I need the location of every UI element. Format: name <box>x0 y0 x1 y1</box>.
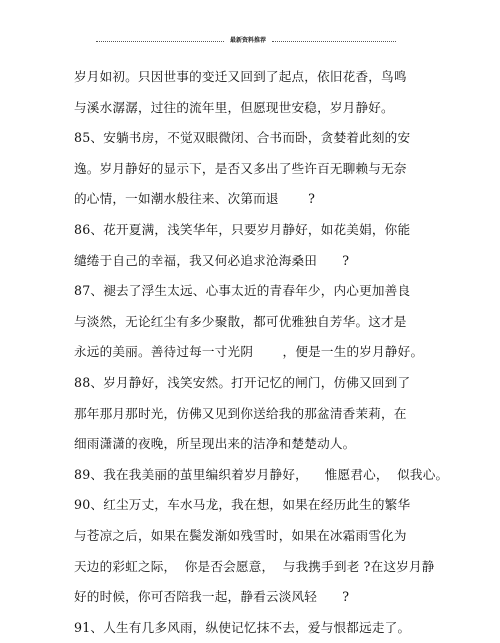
text-line: 与淡然，无论红尘有多少聚散，都可优雅独自芳华。这才是 <box>74 313 407 329</box>
text-line: 永远的美丽。善待过每一寸光阴 ，便是一生的岁月静好。 <box>74 344 424 360</box>
text-line: 缱绻于自己的幸福，我又何必追求沧海桑田 ? <box>74 252 350 268</box>
text-line: 88、岁月静好，浅笑安然。打开记忆的闸门，仿佛又回到了 <box>74 374 411 390</box>
header-divider-right <box>272 41 396 42</box>
text-line: 89、我在我美丽的茧里编织着岁月静好， 惟愿君心， 似我心。 <box>74 466 449 482</box>
text-line: 岁月如初。只因世事的变迁又回到了起点，依旧花香，鸟鸣 <box>74 69 407 84</box>
page-header <box>96 34 396 48</box>
text-line: 那年那月那时光，仿佛又见到你送给我的那盆清香茉莉，在 <box>74 405 407 421</box>
text-line: 与溪水潺潺，过往的流年里，但愿现世安稳，岁月静好。 <box>74 99 394 115</box>
header-divider-left <box>96 41 224 42</box>
document-body <box>74 62 449 643</box>
header-title: 最新资料推荐 <box>229 37 266 44</box>
text-line: 85、安躺书房，不觉双眼微闭、合书而卧，贪婪着此刻的安 <box>74 130 411 146</box>
text-line: 86、花开夏满，浅笑华年，只要岁月静好，如花美娟，你能 <box>74 221 411 237</box>
text-line: 91、人生有几多风雨，纵使记忆抹不去，爱与恨都远走了。 <box>74 619 411 635</box>
text-line: 87、褪去了浮生太远、心事太近的青春年少，内心更加善良 <box>74 283 411 299</box>
text-line: 逸。岁月静好的显示下，是否又多出了些许百无聊赖与无奈 <box>74 160 407 176</box>
text-line: 与苍凉之后，如果在鬓发渐如残雪时，如果在冰霜雨雪化为 <box>74 527 407 543</box>
text-line: 的心情，一如潮水般往来、次第而退 ? <box>74 191 316 207</box>
text-line: 天边的彩虹之际， 你是否会愿意， 与我携手到老 ?在这岁月静 <box>74 558 435 574</box>
text-line: 细雨潇潇的夜晚，所呈现出来的洁净和楚楚动人。 <box>74 436 356 452</box>
text-line: 90、红尘万丈，车水马龙，我在想，如果在经历此生的繁华 <box>74 497 411 513</box>
text-line: 好的时候，你可否陪我一起，静看云淡风轻 ? <box>74 589 350 605</box>
